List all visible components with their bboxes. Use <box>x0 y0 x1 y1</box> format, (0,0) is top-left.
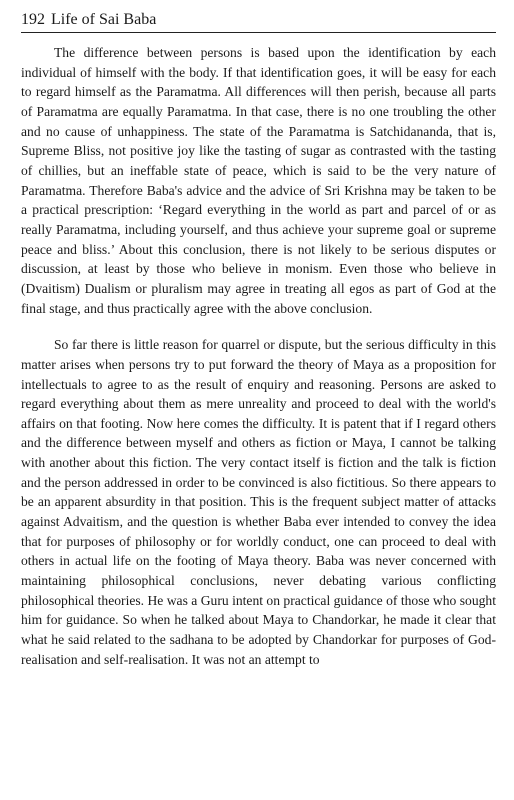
page-number: 192 <box>21 11 45 28</box>
body-text <box>21 43 496 669</box>
running-title: Life of Sai Baba <box>51 11 157 28</box>
paragraph-2: So far there is little reason for quarrel or dispute, but the serious difficulty in this matter arises when persons try to put forward the theory of Maya as a proposition for intellectuals to agree to as the result of enquiry and reasoning. Persons are asked to regard everything about them as mere unreality and proceed to deal with the world's affairs on that footing. Now here comes the difficulty. It is patent that if I regard others and the difference between myself and others as fiction or Maya, I cannot be talking with another about this fiction. The very contact itself is fiction and the talk is fiction and the person addressed in order to be convinced is also fictitious. So there appears to be an apparent absurdity in that position. This is the frequent subject matter of attacks against Advaitism, and the question is whether Baba ever intended to convey the idea that for purposes of philosophy or for worldly conduct, one can proceed to deal with others in actual life on the footing of Maya theory. Baba was never concerned with maintaining philosophical conclusions, never debating various conflicting philosophical theories. He was a Guru intent on practical guidance of those who sought him for guidance. So when he talked about Maya to Chandorkar, he made it clear that what he said related to the sadhana to be adopted by Chandorkar for purposes of God-realisation and self-realisation. It was not an attempt to <box>21 337 496 667</box>
paragraph-1: The difference between persons is based upon the identification by each individual of himself with the body. If that identification goes, it will be easy for each to regard himself as the Paramatma. All differences will then perish, because all parts of Paramatma are equally Paramatma. In that case, there is no one troubling the other and no cause of unhappiness. The state of the Paramatma is Satchidananda, that is, Supreme Bliss, not positive joy like the tasting of sugar as contrasted with the tasting of chillies, but an ineffable state of peace, which is said to be the very nature of Paramatma. Therefore Baba's advice and the advice of Sri Krishna may be taken to be a practical prescription: ‘Regard everything in the world as part and parcel of or as really Paramatma, including yourself, and thus achieve your supreme goal or supreme peace and bliss.’ About this conclusion, there is not likely to be serious disputes or discussion, at least by those who believe in monism. Even those who believe in (Dvaitism) Dualism or pluralism may agree in treating all egos as part of God at the final stage, and thus practically agree with the above conclusion. <box>21 45 496 316</box>
running-header <box>21 10 496 33</box>
